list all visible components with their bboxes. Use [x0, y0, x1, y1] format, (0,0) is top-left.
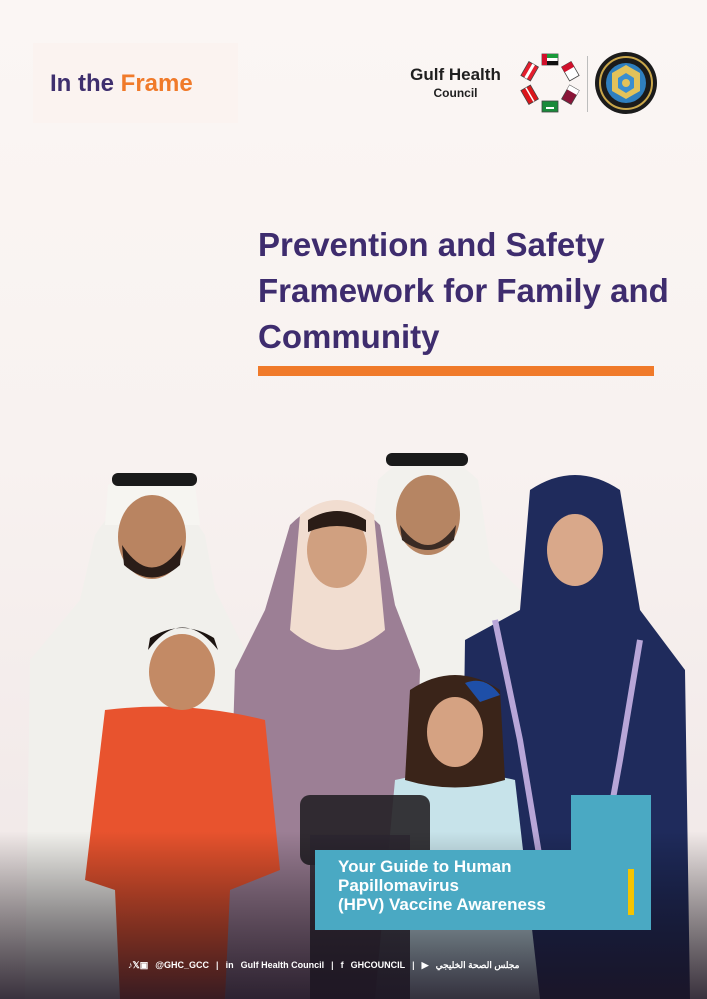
guide-line-3: (HPV) Vaccine Awareness	[338, 895, 546, 914]
facebook-icon: f	[340, 960, 344, 970]
footer-separator: |	[412, 960, 415, 970]
footer-separator: |	[216, 960, 219, 970]
gcc-seal-logo	[594, 51, 658, 115]
council-flag-ring-logo	[519, 52, 581, 114]
guide-accent-bar	[628, 869, 634, 915]
handle-gcc[interactable]: @GHC_GCC	[155, 960, 210, 970]
brand-part-2: Frame	[120, 70, 193, 97]
council-name-line-1: Gulf Health	[410, 65, 501, 84]
arabic-name[interactable]: مجلس الصحة الخليجي	[435, 959, 520, 970]
title-underline	[258, 366, 654, 376]
page-title: Prevention and Safety Framework for Family and Community	[258, 226, 669, 355]
guide-line-1: Your Guide to Human	[338, 857, 512, 876]
linkedin-icon: in	[225, 960, 234, 970]
council-name	[398, 65, 513, 101]
youtube-icon: ▶	[421, 959, 429, 970]
council-name-line-2: Council	[433, 86, 478, 100]
brand-logo	[50, 70, 193, 98]
logo-divider	[587, 56, 588, 112]
facebook-handle[interactable]: GHCOUNCIL	[350, 960, 406, 970]
social-icons: ♪𝕏▣	[128, 959, 149, 970]
footer-separator: |	[331, 960, 334, 970]
guide-line-2: Papillomavirus	[338, 876, 459, 895]
linkedin-name[interactable]: Gulf Health Council	[240, 960, 325, 970]
brand-part-1: In the	[50, 70, 114, 97]
social-footer	[128, 955, 519, 975]
guide-text	[338, 857, 618, 914]
